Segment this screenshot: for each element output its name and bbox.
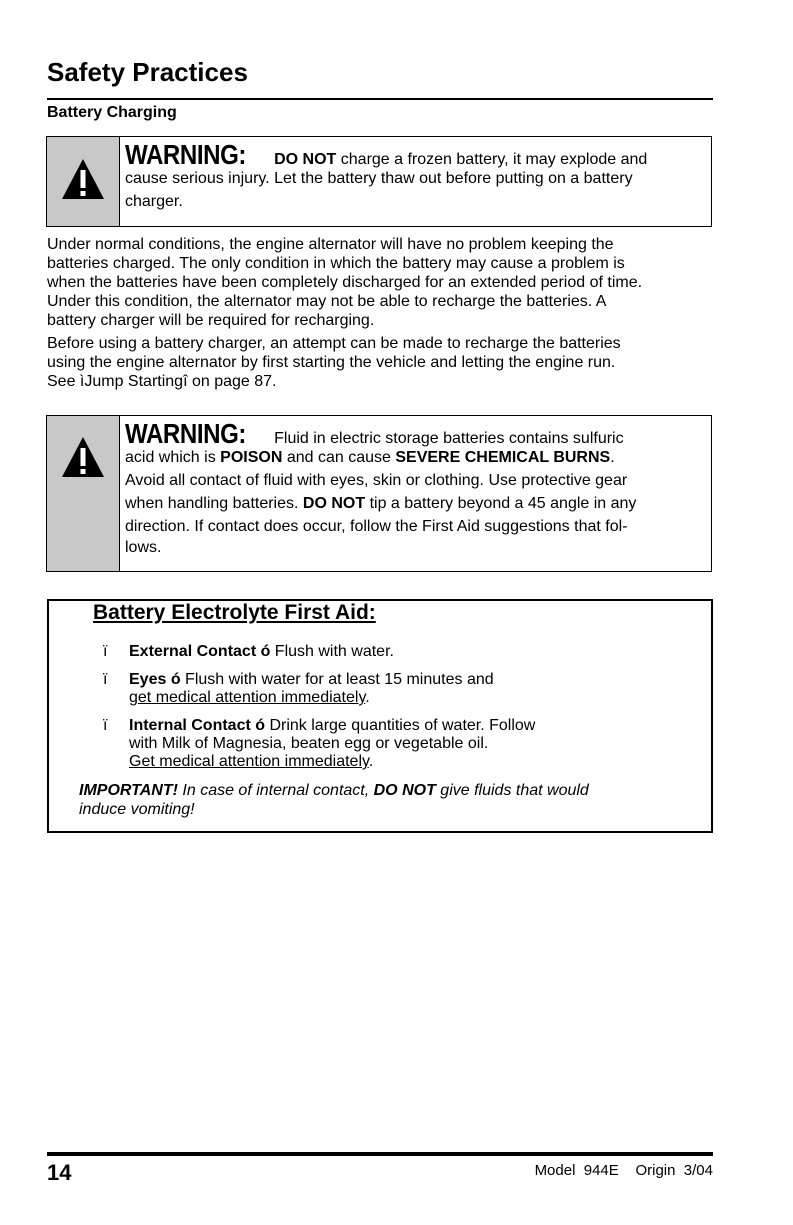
medical-attention-text: Get medical attention immediately bbox=[129, 753, 369, 770]
warning-label: WARNING: bbox=[125, 139, 246, 170]
important-note bbox=[79, 781, 589, 819]
model-origin bbox=[535, 1162, 713, 1179]
section-subtitle: Battery Charging bbox=[47, 104, 177, 121]
bullet: ï bbox=[103, 643, 108, 660]
text-line: battery charger will be required for recharging. bbox=[47, 312, 375, 329]
text-line: Before using a battery charger, an attempt can be made to recharge the batteries bbox=[47, 335, 621, 352]
burns-emphasis: SEVERE CHEMICAL BURNS bbox=[395, 449, 611, 466]
text-line: Under normal conditions, the engine alternator will have no problem keeping the bbox=[47, 236, 614, 253]
warning-line: and can cause bbox=[282, 449, 396, 466]
text-line: when the batteries have been completely discharged for an extended period of time. bbox=[47, 274, 643, 291]
warning-box-sulfuric-acid bbox=[46, 415, 712, 572]
medical-attention-text: get medical attention immediately bbox=[129, 689, 366, 706]
page-title: Safety Practices bbox=[47, 57, 248, 87]
warning-sidebar bbox=[47, 416, 120, 571]
warning-line: tip a battery beyond a 45 angle in any bbox=[365, 495, 637, 512]
note-text: induce vomiting! bbox=[79, 801, 195, 818]
item-text: . bbox=[365, 689, 370, 706]
warning-line: acid which is bbox=[125, 449, 221, 466]
first-aid-box bbox=[47, 599, 713, 833]
text-line: See ìJump Startingî on page 87. bbox=[47, 373, 277, 390]
item-text: with Milk of Magnesia, beaten egg or vegetable oil. bbox=[129, 735, 489, 752]
warning-line: . bbox=[610, 449, 615, 466]
note-text: give fluids that would bbox=[435, 782, 589, 799]
item-text: Flush with water for at least 15 minutes and bbox=[180, 671, 494, 688]
text-line: using the engine alternator by first starting the vehicle and letting the engine run. bbox=[47, 354, 616, 371]
item-label: Eyes ó bbox=[129, 671, 181, 688]
do-not-emphasis: DO NOT bbox=[302, 495, 366, 512]
warning-line: cause serious injury. Let the battery thaw out before putting on a battery bbox=[125, 170, 633, 187]
note-text: In case of internal contact, bbox=[177, 782, 374, 799]
model-text: Model 944E Origin 3/04 bbox=[534, 1162, 713, 1179]
text-line: Under this condition, the alternator may not be able to recharge the batteries. A bbox=[47, 293, 607, 310]
warning-triangle-icon bbox=[61, 157, 105, 201]
poison-emphasis: POISON bbox=[220, 449, 283, 466]
page-number: 14 bbox=[47, 1160, 72, 1185]
item-text: Flush with water. bbox=[270, 643, 394, 660]
important-label: IMPORTANT! bbox=[79, 782, 178, 799]
bullet: ï bbox=[103, 671, 108, 688]
header-divider bbox=[47, 98, 713, 100]
warning-box-frozen-battery bbox=[46, 136, 712, 227]
item-label: External Contact ó bbox=[129, 643, 271, 660]
do-not-emphasis: DO NOT bbox=[373, 782, 436, 799]
warning-text bbox=[125, 418, 705, 559]
warning-sidebar bbox=[47, 137, 120, 226]
first-aid-title: Battery Electrolyte First Aid: bbox=[93, 601, 376, 624]
warning-label: WARNING: bbox=[125, 418, 246, 449]
warning-text bbox=[125, 139, 705, 213]
do-not-emphasis: DO NOT bbox=[274, 151, 337, 168]
warning-line: Avoid all contact of fluid with eyes, skin or clothing. Use protective gear bbox=[125, 472, 628, 489]
warning-line: direction. If contact does occur, follow the First Aid suggestions that fol- bbox=[125, 518, 628, 535]
item-label: Internal Contact ó bbox=[129, 717, 266, 734]
warning-line: charger. bbox=[125, 193, 183, 210]
paragraph-charger bbox=[47, 334, 717, 391]
warning-line: lows. bbox=[125, 539, 162, 556]
item-text: . bbox=[368, 753, 374, 770]
text-line: batteries charged. The only condition in which the battery may cause a problem is bbox=[47, 255, 625, 272]
warning-line: when handling batteries. bbox=[125, 495, 303, 512]
bullet: ï bbox=[103, 717, 108, 734]
warning-line: charge a frozen battery, it may explode and bbox=[336, 151, 648, 168]
warning-triangle-icon bbox=[61, 435, 105, 479]
paragraph-alternator bbox=[47, 235, 717, 330]
item-text: Drink large quantities of water. Follow bbox=[265, 717, 536, 734]
footer-divider bbox=[47, 1152, 713, 1156]
warning-line: Fluid in electric storage batteries contains sulfuric bbox=[274, 430, 624, 447]
